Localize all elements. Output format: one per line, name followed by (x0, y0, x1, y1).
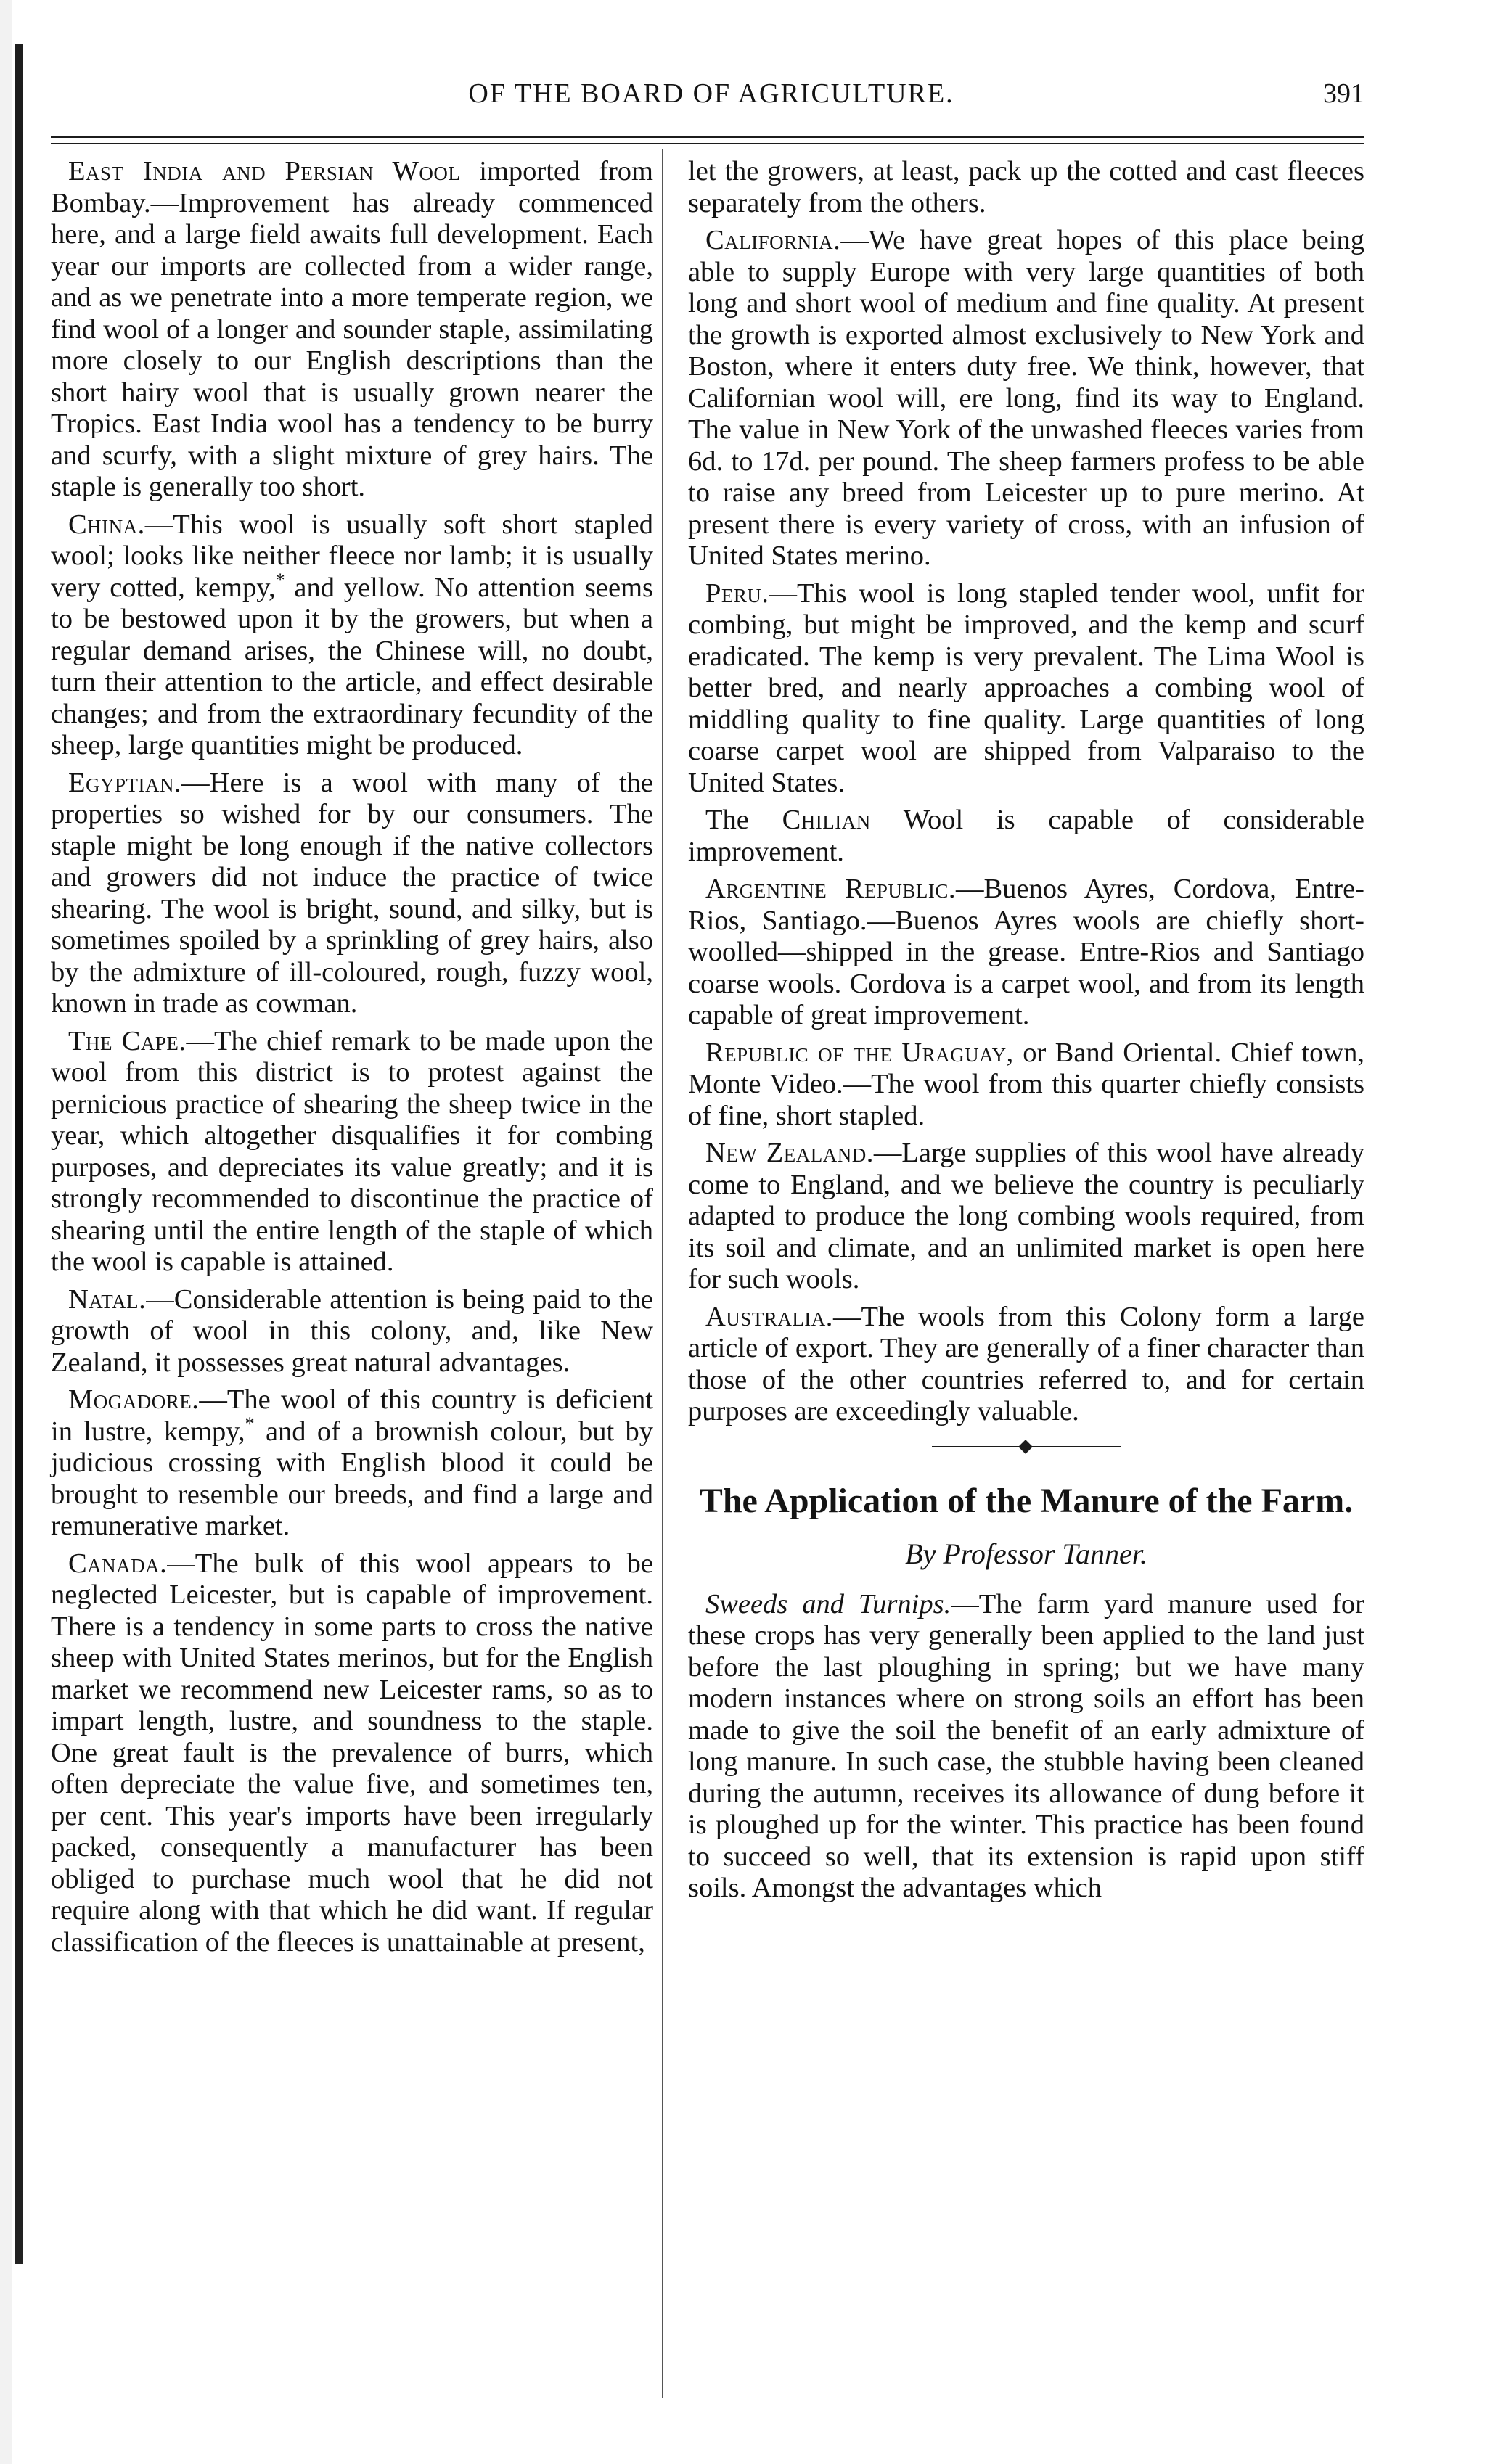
paragraph-chilian (688, 805, 1364, 868)
page-header (58, 74, 1364, 113)
paragraph-text: and yellow. No attention seems to be bestowed upon it by the growers, but when a regular demand arises, the Chinese will, no doubt, turn their attention to the article, and effect desirable changes; and from the extraordinary fecundity of the sheep, large quantities might be produced. (51, 572, 653, 760)
paragraph-text: or Band Oriental. Chief town, Monte Video.—The wool from this quarter chiefly consists of fine, short stapled. (688, 1037, 1365, 1131)
paragraph-lead: The Cape. (68, 1025, 187, 1056)
paragraph-mogadore (51, 1384, 653, 1543)
paragraph-continuation: let the growers, at least, pack up the cotted and cast fleeces separately from the others. (688, 156, 1364, 218)
page-gutter (0, 0, 12, 2464)
paragraph-text: and of a brownish colour, but by judicious crossing with English blood it could be brought to resemble our breeds, and find a large and remunerative market. (51, 1416, 654, 1541)
paragraph-text: —The bulk of this wool appears to be neglected Leicester, but is capable of improvement. There is a tendency in some parts to cross the native sheep with United States merinos, but for the English market we recommend new Leicester rams, so as to impart length, lustre, and soundness to the staple. One great fault is the prevalence of burrs, which often depreciate the value five, and sometimes ten, per cent. This year's imports have been irregularly packed, consequently a manufacturer has been obliged to purchase much wool that he did not require along with that which he did want. If regular classification of the fleeces is unattainable at present, (51, 1548, 653, 1958)
paragraph-text: —Large supplies of this wool have already come to England, and we believe the country is peculiarly adapted to produce the long combing wools required, from its soil and climate, and an unlimited market is open here for such wools. (688, 1138, 1364, 1294)
paragraph-uruguay (688, 1038, 1364, 1133)
paragraph-lead: China. (68, 509, 145, 540)
page-number: 391 (1323, 78, 1364, 109)
paragraph-natal (51, 1284, 653, 1379)
paragraph-argentine (688, 874, 1364, 1032)
paragraph-text: —The chief remark to be made upon the wool from this district is to protest against the pernicious practice of shearing the sheep twice in the year, which altogether disqualifies it for combing purposes, and depreciates its value greatly; and it is strongly recommended to discontinue the practice of shearing until the entire length of the staple of which the wool is capable is attained. (51, 1025, 653, 1277)
paragraph-text: The (705, 805, 782, 835)
paragraph-text: imported from Bombay.—Improvement has already commenced here, and a large field awaits full development. Each year our imports are collected from a wider range, and as we penetrate into a more temperate region, we find wool of a longer and sounder staple, assimilating more closely to our English descriptions than the short hairy wool that is usually grown nearer the Tropics. East India wool has a tendency to be burry and scurfy, with a slight mixture of grey hairs. The staple is generally too short. (51, 156, 653, 502)
paragraph-text: —Buenos Ayres, Cordova, Entre-Rios, Santiago.—Buenos Ayres wools are chiefly short-woolled—shipped in the grease. Entre-Rios and Santiago coarse wools. Cordova is a carpet wool, and from its length capable of great improvement. (688, 874, 1365, 1030)
header-rule-thin (51, 143, 1364, 144)
paragraph-cape (51, 1026, 653, 1278)
left-column (51, 156, 653, 1964)
paragraph-text: —The farm yard manure used for these crops has very generally been applied to the land just before the last ploughing in spring; but we have many modern instances where on strong soils an effort has been made to give the soil the benefit of an early admixture of long manure. In such case, the stubble having been cleaned during the autumn, receives its allowance of dung before it is ploughed up for the winter. This practice has been found to succeed so well, that its extension is rapid upon stiff soils. Amongst the advantages which (688, 1588, 1364, 1903)
paragraph-lead: Sweeds and Turnips. (705, 1588, 951, 1619)
paragraph-text: —This wool is long stapled tender wool, unfit for combing, but might be improved, and the kemp and scurf eradicated. The kemp is very prevalent. The Lima Wool is better bred, and nearly approaches a combing wool of middling quality to fine quality. Large quantities of long coarse carpet wool are shipped from Valparaiso to the United States. (688, 578, 1364, 798)
paragraph-text: —Here is a wool with many of the properties so wished for by our consumers. The staple might be long enough if the native collectors and growers did not induce the practice of twice shearing. The wool is bright, sound, and silky, but is sometimes spoiled by a sprinkling of grey hairs, also by the admixture of ill-coloured, rough, fuzzy wool, known in trade as cowman. (51, 767, 653, 1019)
paragraph-lead: Australia. (705, 1301, 833, 1332)
header-rule (51, 136, 1364, 138)
paragraph-china (51, 509, 653, 762)
paragraph-lead: Republic of the Uraguay, (705, 1037, 1014, 1068)
binding-shadow (15, 44, 23, 2264)
column-divider (662, 149, 663, 2398)
paragraph-lead: Egyptian. (68, 767, 182, 798)
paragraph-lead: California. (705, 225, 841, 255)
paragraph-lead: Chilian (782, 805, 871, 835)
article-byline: By Professor Tanner. (905, 1537, 1147, 1570)
paragraph-lead: Mogadore. (68, 1384, 200, 1415)
paragraph-lead: Peru. (705, 578, 769, 609)
paragraph-new-zealand (688, 1138, 1364, 1296)
right-column (688, 156, 1364, 1910)
paragraph-lead: Argentine Republic. (705, 874, 956, 904)
article-title: The Application of the Manure of the Farm. (699, 1481, 1354, 1520)
footnote-mark: * (245, 1413, 255, 1434)
paragraph-text: Wool is capable of considerable improvement. (688, 805, 1365, 867)
running-title: OF THE BOARD OF AGRICULTURE. (468, 78, 954, 109)
paragraph-peru (688, 578, 1364, 800)
paragraph-text: —This wool is usually soft short stapled wool; looks like neither fleece nor lamb; it is usually very cotted, kempy, (51, 509, 653, 603)
paragraph-lead: Natal. (68, 1284, 147, 1315)
paragraph-text: —We have great hopes of this place being able to supply Europe with very large quantities of both long and short wool of medium and fine quality. At present the growth is exported almost exclusively to New York and Boston, where it enters duty free. We think, however, that Californian wool will, ere long, find its way to England. The value in New York of the unwashed fleeces varies from 6d. to 17d. per pound. The sheep farmers profess to be able to raise any breed from Leicester up to pure merino. At present there is every variety of cross, with an infusion of United States merino. (688, 225, 1364, 571)
separator-ornament (1018, 1440, 1033, 1454)
paragraph-lead: Canada. (68, 1548, 168, 1579)
paragraph-california (688, 225, 1364, 572)
footnote-mark: * (275, 569, 285, 591)
paragraph-text: —Considerable attention is being paid to the growth of wool in this colony, and, like New Zealand, it possesses great natural advantages. (51, 1284, 653, 1378)
paragraph-lead: New Zealand. (705, 1138, 874, 1168)
paragraph-text: —The wools from this Colony form a large article of export. They are generally of a finer character than those of the other countries referred to, and for certain purposes are exceedingly valuable. (688, 1301, 1364, 1426)
section-separator (932, 1440, 1121, 1454)
paragraph-lead: East India and Persian Wool (68, 156, 461, 186)
paragraph-text: —The wool of this country is deficient in lustre, kempy, (51, 1384, 653, 1447)
paragraph-egyptian (51, 768, 653, 1020)
paragraph-canada (51, 1548, 653, 1959)
paragraph-sweeds-turnips (688, 1589, 1364, 1905)
paragraph-australia (688, 1302, 1364, 1428)
paragraph-east-india (51, 156, 653, 504)
